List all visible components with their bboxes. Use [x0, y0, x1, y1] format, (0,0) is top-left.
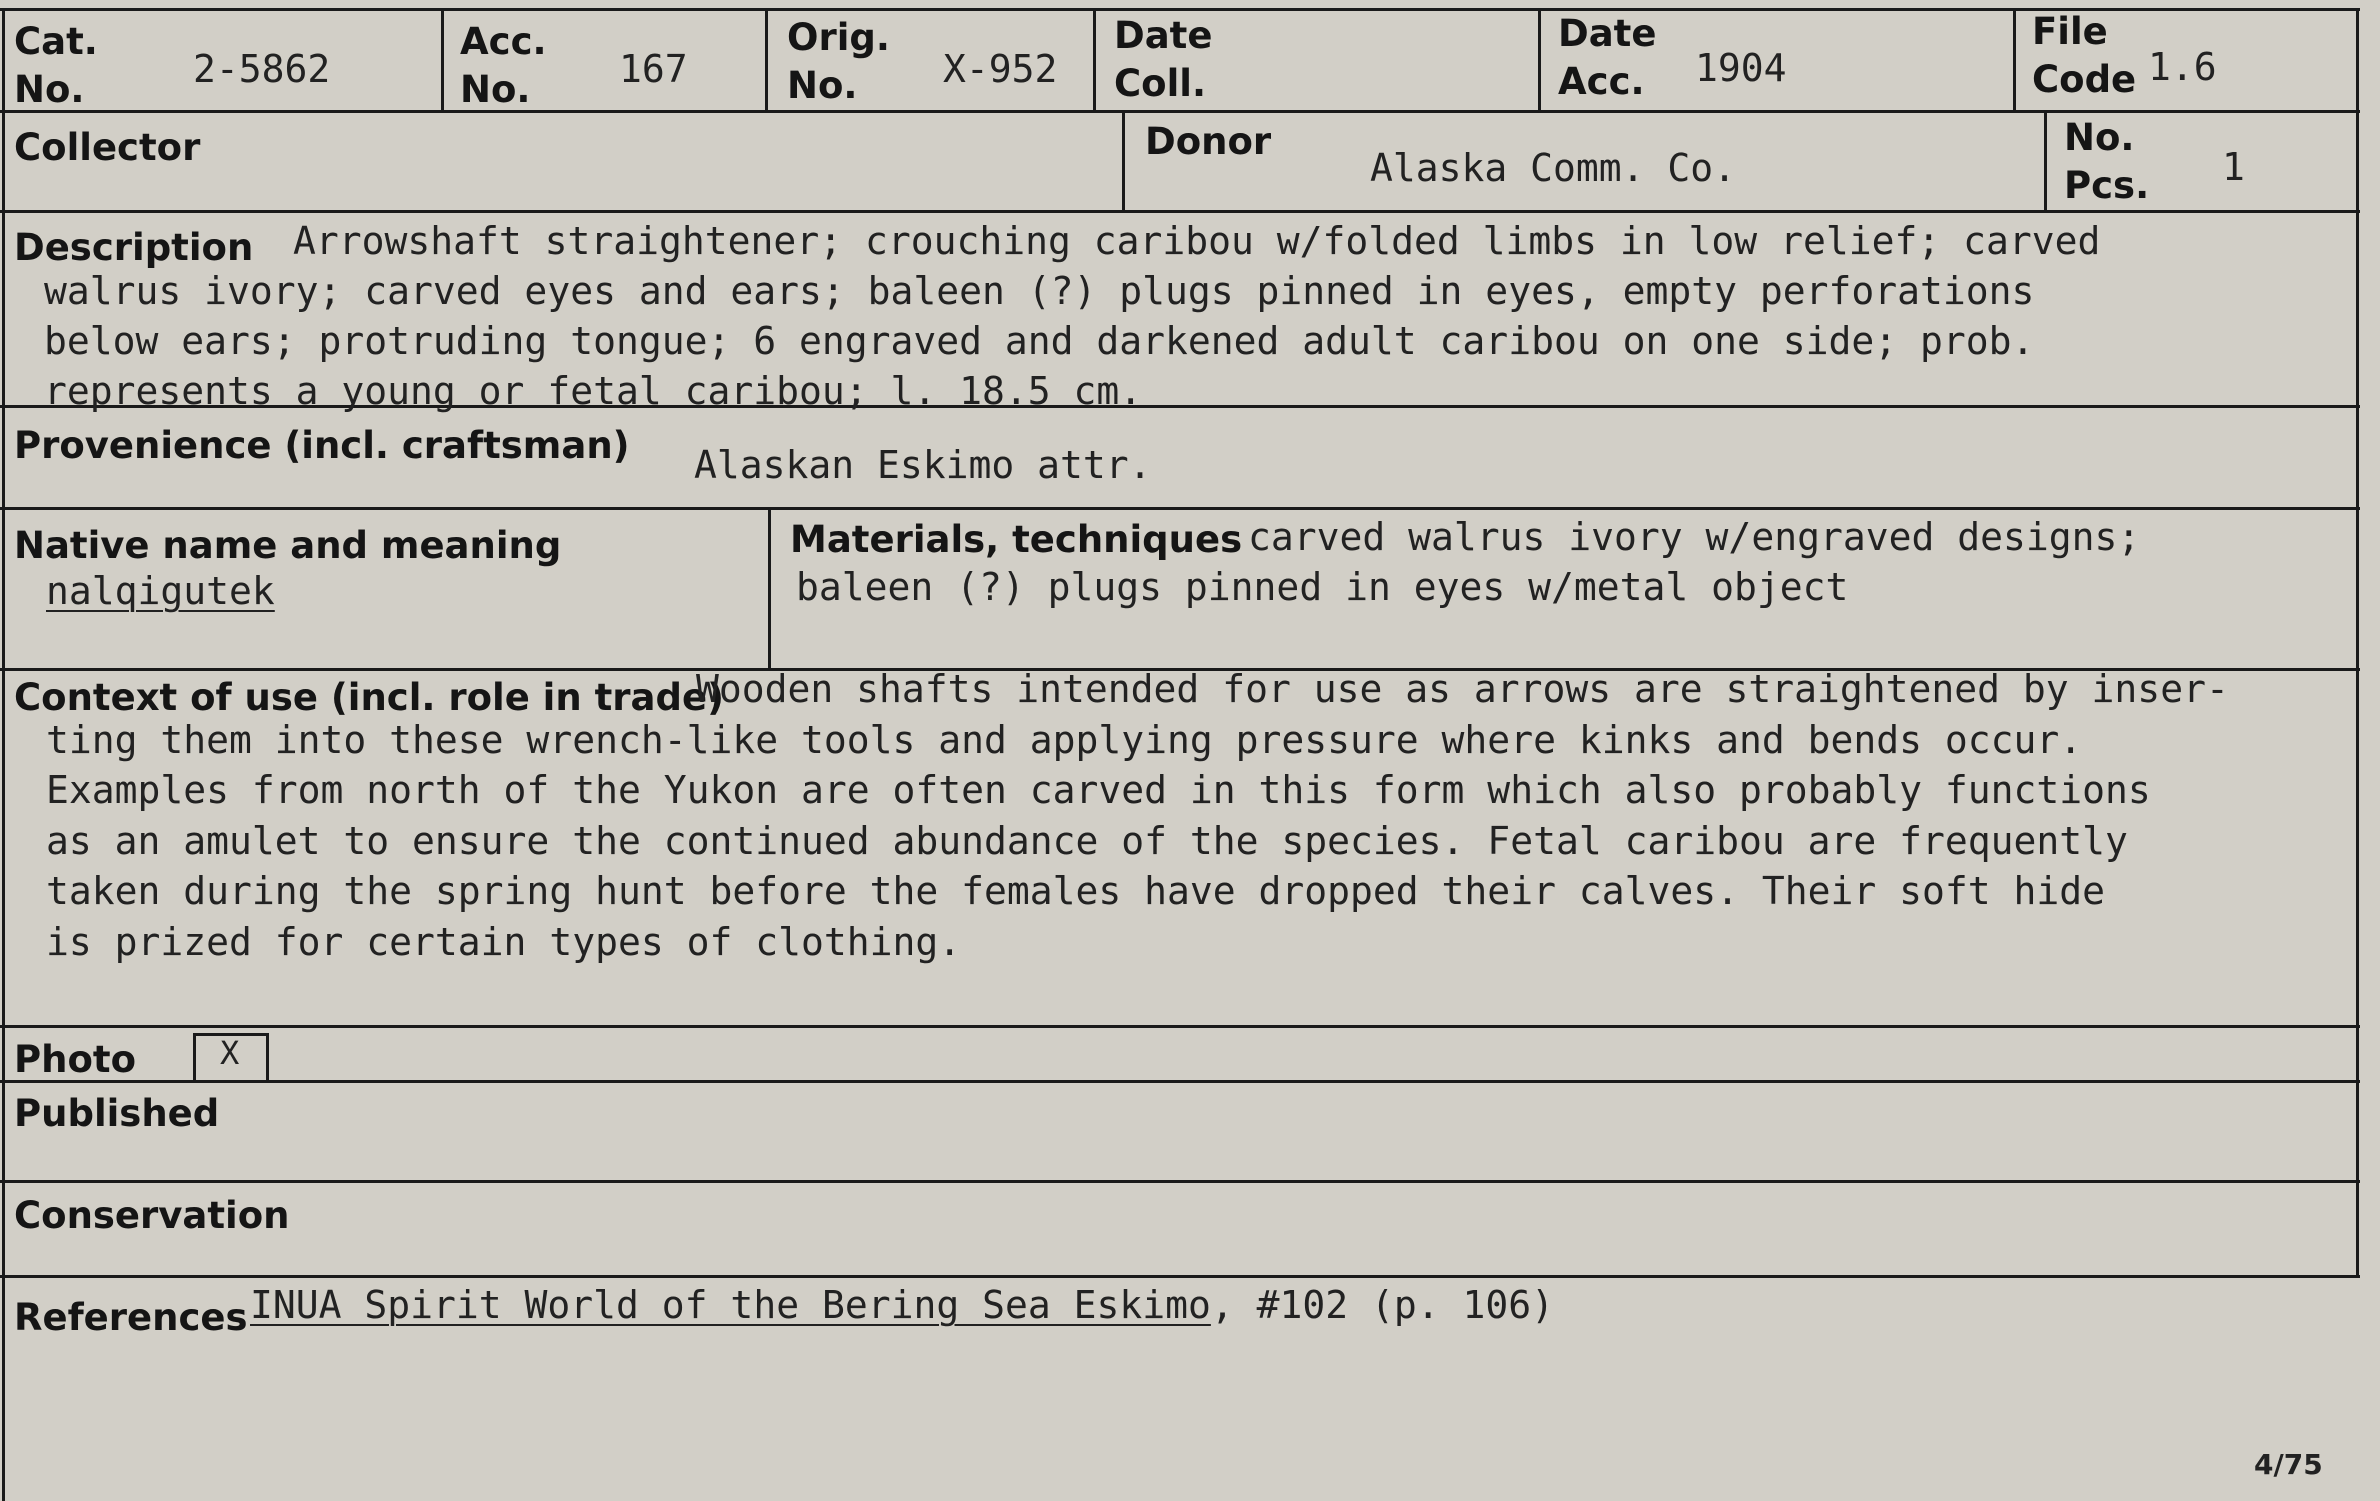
rule-photo-bottom	[0, 1080, 2360, 1083]
native-name-label: Native name and meaning	[14, 524, 562, 567]
context-label: Context of use (incl. role in trade)	[14, 676, 724, 719]
pcs-label: No. Pcs.	[2064, 116, 2150, 207]
donor-value: Alaska Comm. Co.	[1370, 146, 1737, 190]
date-acc-value: 1904	[1695, 46, 1787, 90]
rule-right	[2356, 8, 2359, 1278]
divider-collector-donor	[1122, 110, 1125, 212]
donor-label: Donor	[1145, 120, 1272, 163]
orig-no-label: Orig. No.	[787, 16, 890, 107]
description-text	[0, 216, 2100, 416]
acc-no-label: Acc. No.	[460, 20, 547, 111]
rule-provenience-bottom	[0, 507, 2360, 510]
description-line: walrus ivory; carved eyes and ears; baleen (?) plugs pinned in eyes, empty perforations	[44, 269, 2035, 313]
collector-label: Collector	[14, 126, 201, 169]
file-code-value: 1.6	[2148, 45, 2217, 89]
context-line: Examples from north of the Yukon are often carved in this form which also probably functions	[46, 768, 2151, 812]
rule-top	[0, 8, 2360, 11]
divider-datecoll-dateacc	[1538, 8, 1541, 112]
pcs-value: 1	[2222, 145, 2245, 189]
cat-no-value: 2-5862	[193, 47, 331, 91]
materials-line-2: baleen (?) plugs pinned in eyes w/metal object	[796, 565, 1849, 609]
orig-no-value: X-952	[943, 47, 1058, 91]
context-line: taken during the spring hunt before the females have dropped their calves. Their soft hide	[46, 869, 2106, 913]
photo-box-left	[193, 1033, 196, 1081]
published-label: Published	[14, 1092, 220, 1135]
conservation-label: Conservation	[14, 1194, 290, 1237]
context-line: as an amulet to ensure the continued abundance of the species. Fetal caribou are frequently	[46, 818, 2128, 863]
rule-context-bottom	[0, 1025, 2360, 1028]
divider-orig-datecoll	[1093, 8, 1096, 112]
materials-line-1: carved walrus ivory w/engraved designs;	[1248, 515, 2141, 559]
native-name-value: nalqigutek	[46, 569, 275, 613]
description-label: Description	[14, 226, 254, 269]
references-value	[250, 1280, 1554, 1330]
photo-value: X	[220, 1034, 240, 1072]
divider-dateacc-file	[2013, 8, 2016, 112]
acc-no-value: 167	[619, 47, 688, 91]
rule-collector-bottom	[0, 210, 2360, 213]
references-label: References	[14, 1296, 248, 1339]
provenience-value: Alaskan Eskimo attr.	[694, 443, 1152, 487]
rule-published-bottom	[0, 1180, 2360, 1183]
divider-cat-acc	[441, 8, 444, 112]
photo-label: Photo	[14, 1038, 136, 1081]
date-acc-label: Date Acc.	[1558, 12, 1657, 103]
rule-conservation-bottom	[0, 1275, 2360, 1278]
divider-donor-pcs	[2044, 110, 2047, 212]
description-line: represents a young or fetal caribou; l. 18.5 cm.	[44, 369, 1143, 413]
cat-no-label: Cat. No.	[14, 20, 98, 111]
context-line: Wooden shafts intended for use as arrows are straightened by inser-	[696, 667, 2229, 711]
divider-acc-orig	[765, 8, 768, 112]
context-line: is prized for certain types of clothing.	[46, 919, 962, 964]
footer-note: 4/75	[2254, 1448, 2323, 1481]
photo-box-right	[266, 1033, 269, 1081]
file-code-label: File Code	[2032, 10, 2137, 101]
description-line: Arrowshaft straightener; crouching caribou w/folded limbs in low relief; carved	[293, 219, 2101, 263]
context-line: ting them into these wrench-like tools and applying pressure where kinks and bends occur.	[46, 717, 2083, 762]
date-coll-label: Date Coll.	[1114, 14, 1213, 105]
divider-native-materials	[768, 507, 771, 670]
context-text	[0, 664, 2229, 967]
references-title: INUA Spirit World of the Bering Sea Eskimo	[250, 1283, 1211, 1327]
references-rest: , #102 (p. 106)	[1210, 1283, 1555, 1327]
materials-label: Materials, techniques	[790, 518, 1243, 561]
rule-header-bottom	[0, 110, 2360, 113]
description-line: below ears; protruding tongue; 6 engraved and darkened adult caribou on one side; prob.	[44, 319, 2035, 363]
provenience-label: Provenience (incl. craftsman)	[14, 424, 630, 467]
